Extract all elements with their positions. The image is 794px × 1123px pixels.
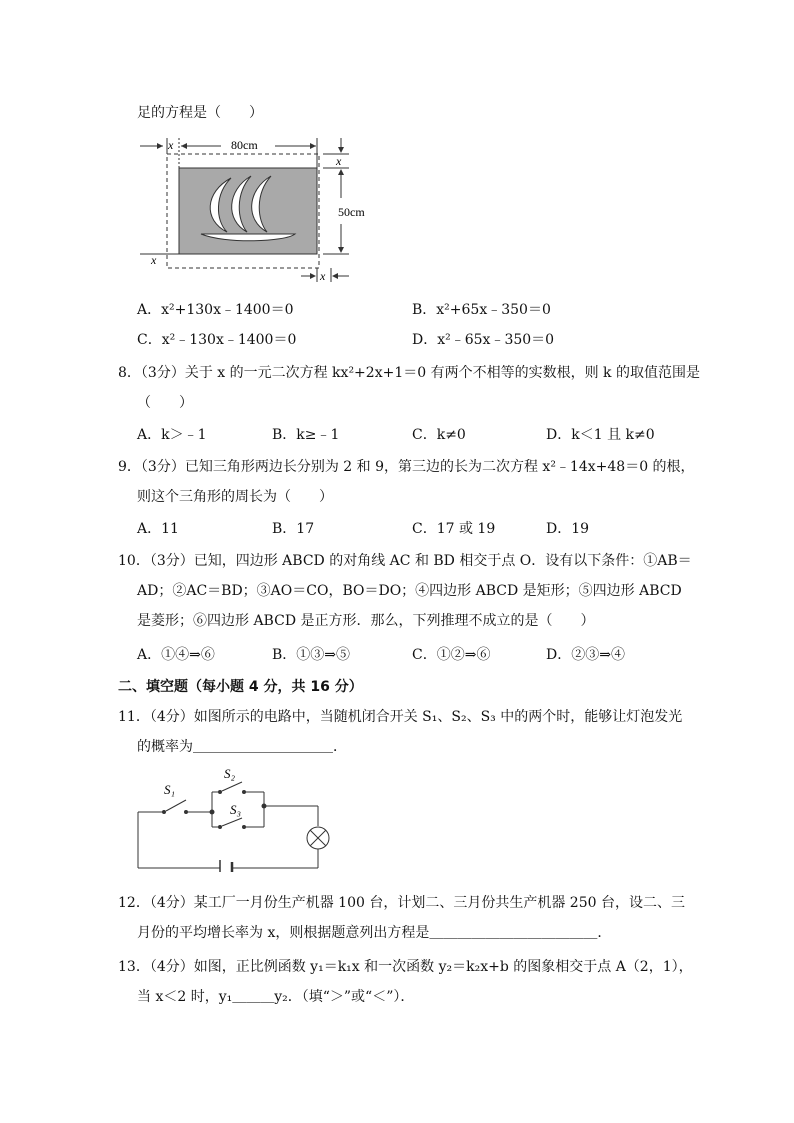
- q11-stem-line2: 的概率为＿＿＿＿＿＿＿＿＿＿．: [137, 739, 347, 755]
- q7-right-dimension-label: 50cm: [338, 205, 365, 219]
- q11-stem-line1: 11．（4分）如图所示的电路中，当随机闭合开关 S₁、S₂、S₃ 中的两个时，能够让灯泡发光: [118, 709, 683, 725]
- q10-stem-line2: AD；②AC＝BD；③AO＝CO，BO＝DO；④四边形 ABCD 是矩形；⑤四边形 ABCD: [137, 583, 682, 599]
- q7-option-a: A．x²+130x﹣1400＝0: [137, 302, 294, 318]
- section-heading-fill-in: 二、填空题（每小题 4 分，共 16 分）: [118, 679, 363, 695]
- s2-label: S₂: [224, 766, 236, 781]
- q8-option-a: A．k＞﹣1: [137, 427, 207, 443]
- q7-option-b: B．x²+65x﹣350＝0: [412, 302, 551, 318]
- q8-option-c: C．k≠0: [412, 427, 466, 443]
- q8-stem-line1: 8．（3分）关于 x 的一元二次方程 kx²+2x+1＝0 有两个不相等的实数根，则 k 的取值范围是: [118, 365, 700, 381]
- q7-option-d: D．x²﹣65x﹣350＝0: [412, 332, 555, 348]
- q10-option-b: B．①③⇒⑤: [272, 647, 351, 663]
- q7-top-x-label: x: [168, 138, 174, 152]
- q10-option-c: C．①②⇒⑥: [412, 647, 491, 663]
- q12-stem-line2: 月份的平均增长率为 x，则根据题意列出方程是＿＿＿＿＿＿＿＿＿＿＿＿．: [137, 925, 612, 941]
- q7-stem-tail: 足的方程是（ ）: [137, 105, 263, 121]
- circuit-diagram: [134, 762, 334, 872]
- q7-bottom-right-x-label: x: [320, 269, 326, 282]
- q9-option-b: B．17: [272, 521, 315, 537]
- q9-option-a: A．11: [137, 521, 179, 537]
- q8-option-b: B．k≥﹣1: [272, 427, 340, 443]
- q10-stem-line1: 10．（3分）已知，四边形 ABCD 的对角线 AC 和 BD 相交于点 O．设有以下条件：①AB＝: [118, 553, 692, 569]
- sail-boat-frame-figure: [135, 132, 385, 282]
- q9-stem-line1: 9．（3分）已知三角形两边长分别为 2 和 9，第三边的长为二次方程 x²﹣14x+48＝0 的根，: [118, 459, 695, 475]
- q9-option-d: D．19: [546, 521, 590, 537]
- s1-label: S₁: [164, 782, 176, 797]
- q9-option-c: C．17 或 19: [412, 521, 496, 537]
- q10-option-d: D．②③⇒④: [546, 647, 625, 663]
- q8-stem-line2: （ ）: [137, 395, 193, 411]
- q7-top-dimension-label: 80cm: [231, 138, 258, 152]
- q7-option-c: C．x²﹣130x﹣1400＝0: [137, 332, 297, 348]
- q10-stem-line3: 是菱形；⑥四边形 ABCD 是正方形．那么，下列推理不成立的是（ ）: [137, 613, 595, 629]
- s3-label: S₃: [230, 802, 242, 817]
- q10-option-a: A．①④⇒⑥: [137, 647, 215, 663]
- q9-stem-line2: 则这个三角形的周长为（ ）: [137, 489, 333, 505]
- q8-option-d: D．k＜1 且 k≠0: [546, 427, 655, 443]
- q12-stem-line1: 12．（4分）某工厂一月份生产机器 100 台，计划二、三月份共生产机器 250 台，设二、三: [118, 895, 685, 911]
- q13-stem-line1: 13．（4分）如图，正比例函数 y₁＝k₁x 和一次函数 y₂＝k₂x+b 的图象相交于点 A（2，1），: [118, 959, 693, 975]
- q13-stem-line2: 当 x＜2 时，y₁＿＿＿y₂．（填“＞”或“＜”）．: [137, 989, 415, 1005]
- q7-bottom-left-x-label: x: [151, 253, 157, 267]
- q7-right-x-label: x: [336, 154, 342, 168]
